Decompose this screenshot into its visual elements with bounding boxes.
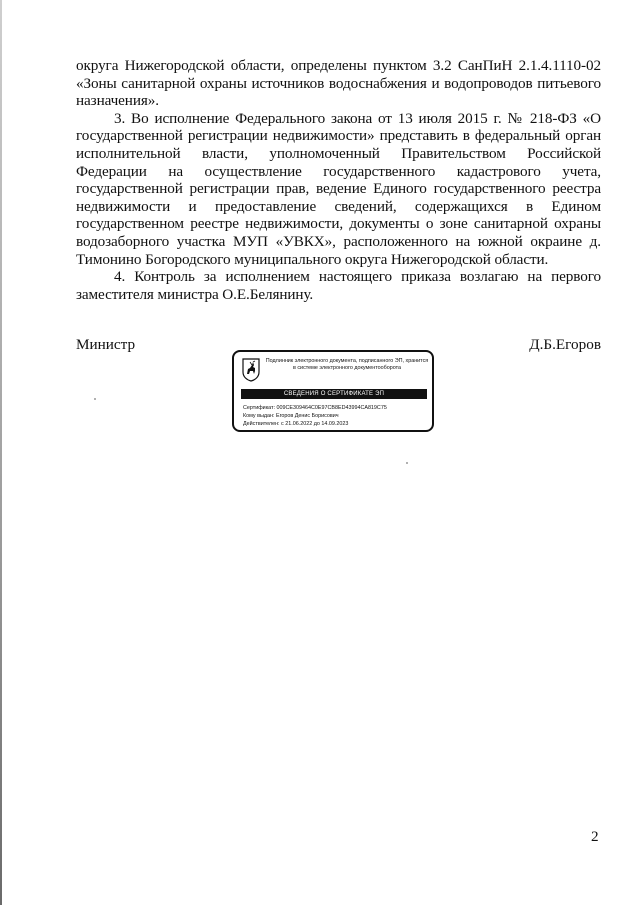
validity-row (243, 420, 387, 428)
validity-value: с 21.06.2022 до 14.09.2023 (281, 421, 349, 427)
certificate-row (243, 404, 387, 412)
certificate-value: 009CE309464C0E97CB8ED43994CA819C75 (276, 405, 387, 411)
scan-edge-shadow (0, 0, 2, 905)
issued-to-row (243, 412, 387, 420)
scan-speck (94, 398, 96, 400)
signer-title: Министр (76, 336, 136, 353)
issued-to-value: Егоров Денис Борисович (275, 413, 339, 419)
paragraph-continuation: округа Нижегородской области, определены пунктом 3.2 СанПиН 2.1.4.1110-02 «Зоны санитарной охраны источников водоснабжения и водопроводов питьевого назначения». (76, 57, 601, 110)
page-number: 2 (591, 828, 599, 845)
signer-name: Д.Б.Егоров (529, 336, 601, 353)
stamp-certificate-title: СВЕДЕНИЯ О СЕРТИФИКАТЕ ЭП (241, 389, 427, 399)
document-body (76, 57, 601, 303)
issued-to-label: Кому выдан: (243, 413, 275, 419)
scan-speck (406, 462, 408, 464)
deer-emblem-icon (242, 358, 260, 382)
certificate-label: Сертификат: (243, 405, 276, 411)
electronic-signature-stamp (232, 350, 434, 432)
paragraph-item-3: 3. Во исполнение Федерального закона от 13 июля 2015 г. № 218-ФЗ «О государственной регистрации недвижимости» представить в федеральный орган исполнительной власти, уполномоченный Правительством Российской Федерации на осуществление государственного кадастрового учета, государственной регистрации прав, ведение Единого государственного реестра недвижимости и предоставление сведений, содержащихся в Едином государственном реестре недвижимости, документы о зоне санитарной охраны водозаборного участка МУП «УВКХ», расположенного на южной окраине д. Тимонино Богородского муниципального округа Нижегородской области. (76, 109, 601, 268)
stamp-details (243, 404, 387, 428)
validity-label: Действителен: (243, 421, 280, 427)
paragraph-item-4: 4. Контроль за исполнением настоящего приказа возлагаю на первого заместителя министра О.Е.Белянину. (76, 268, 601, 303)
stamp-header-text: Подлинник электронного документа, подписанного ЭП, хранится в системе электронного документооборота (265, 358, 429, 371)
